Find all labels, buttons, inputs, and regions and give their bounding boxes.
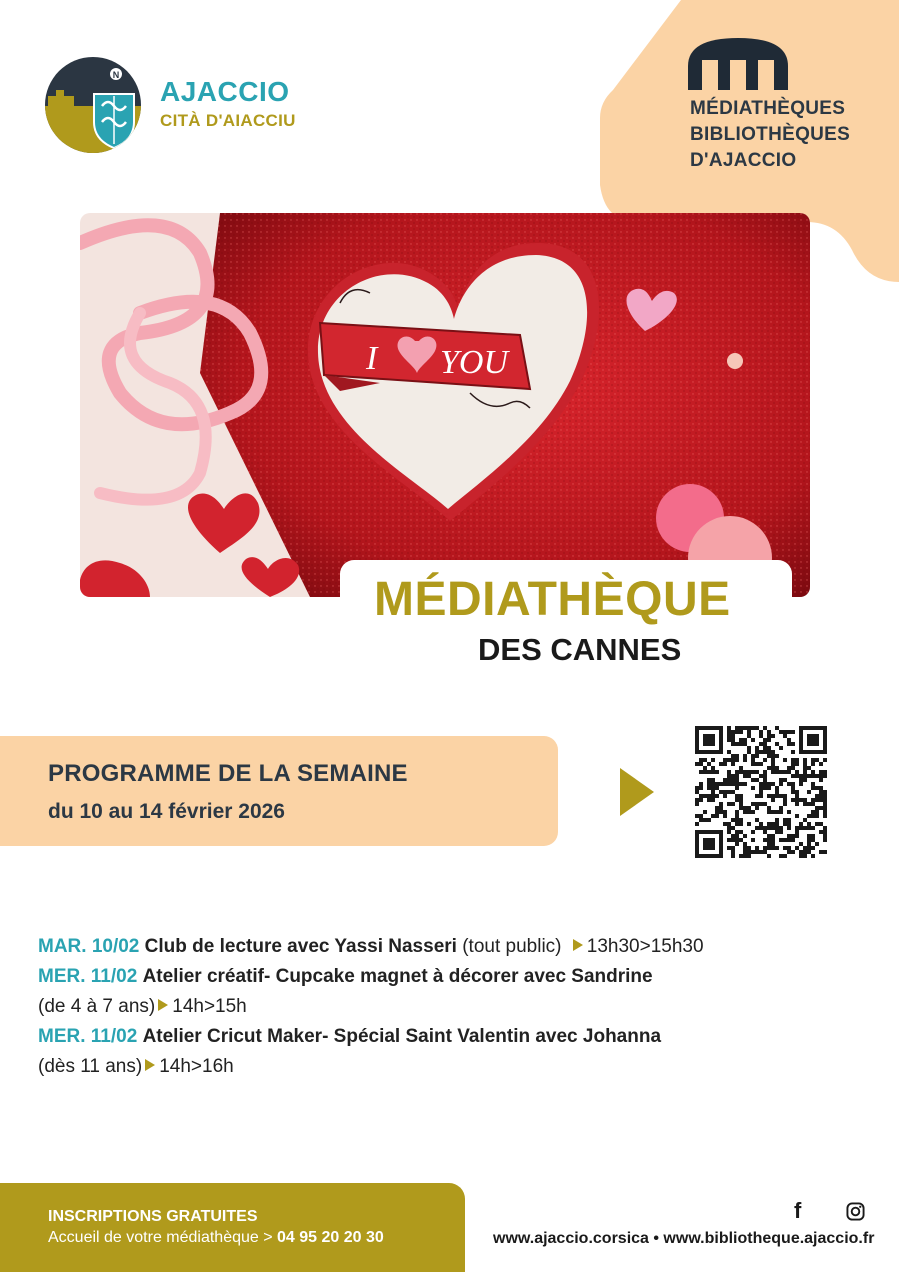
network-line-1: MÉDIATHÈQUES [690,98,846,119]
heart-text-right: YOU [440,344,509,381]
arrow-icon [145,1059,155,1071]
network-line-3: D'AJACCIO [690,150,797,171]
phone-number[interactable]: 04 95 20 20 30 [277,1229,384,1246]
network-line-2: BIBLIOTHÈQUES [690,124,851,145]
instagram-icon[interactable] [846,1202,865,1221]
city-name: AJACCIO [160,76,290,107]
footer-band [0,1183,465,1272]
programme-title: PROGRAMME DE LA SEMAINE [48,760,408,787]
event-2 [38,962,878,992]
event-2-details [38,992,878,1022]
valentine-photo [80,213,810,597]
event-audience: (dès 11 ans) [38,1056,143,1077]
qr-code-icon[interactable] [695,726,827,858]
heart-text-left: I [366,340,378,377]
contact-text [48,1229,384,1247]
event-date: MER. 11/02 [38,1026,138,1047]
event-time: 14h>15h [172,996,247,1017]
event-title: Atelier créatif- Cupcake magnet à décorer avec Sandrine [142,966,653,987]
event-date: MAR. 10/02 [38,936,140,957]
contact-prefix: Accueil de votre médiathèque > [48,1229,278,1246]
event-audience: (tout public) [462,936,562,957]
play-arrow-icon [620,768,654,816]
logo-letter: N [112,70,120,80]
facebook-icon[interactable]: f [794,1198,802,1223]
library-title: MÉDIATHÈQUE [374,573,731,626]
programme-banner [0,736,558,846]
registration-text: INSCRIPTIONS GRATUITES [48,1208,258,1225]
arrow-icon [573,939,583,951]
programme-dates: du 10 au 14 février 2026 [48,800,285,823]
event-audience: (de 4 à 7 ans) [38,996,156,1017]
event-title: Club de lecture avec Yassi Nasseri [144,936,457,957]
websites-link[interactable]: www.ajaccio.corsica • www.bibliotheque.ajaccio.fr [493,1230,875,1247]
events-list [38,932,878,1082]
event-3-details [38,1052,878,1082]
arrow-icon [158,999,168,1011]
library-subtitle: DES CANNES [478,632,682,667]
event-title: Atelier Cricut Maker- Spécial Saint Valentin avec Johanna [142,1026,662,1047]
library-building-icon [688,36,788,90]
event-1 [38,932,878,962]
event-time: 14h>16h [159,1056,234,1077]
event-time: 13h30>15h30 [586,936,704,957]
city-subtitle: CITÀ D'AIACCIU [160,111,296,130]
network-name [690,96,890,174]
ajaccio-logo-icon [44,56,142,154]
event-3 [38,1022,878,1052]
event-date: MER. 11/02 [38,966,138,987]
